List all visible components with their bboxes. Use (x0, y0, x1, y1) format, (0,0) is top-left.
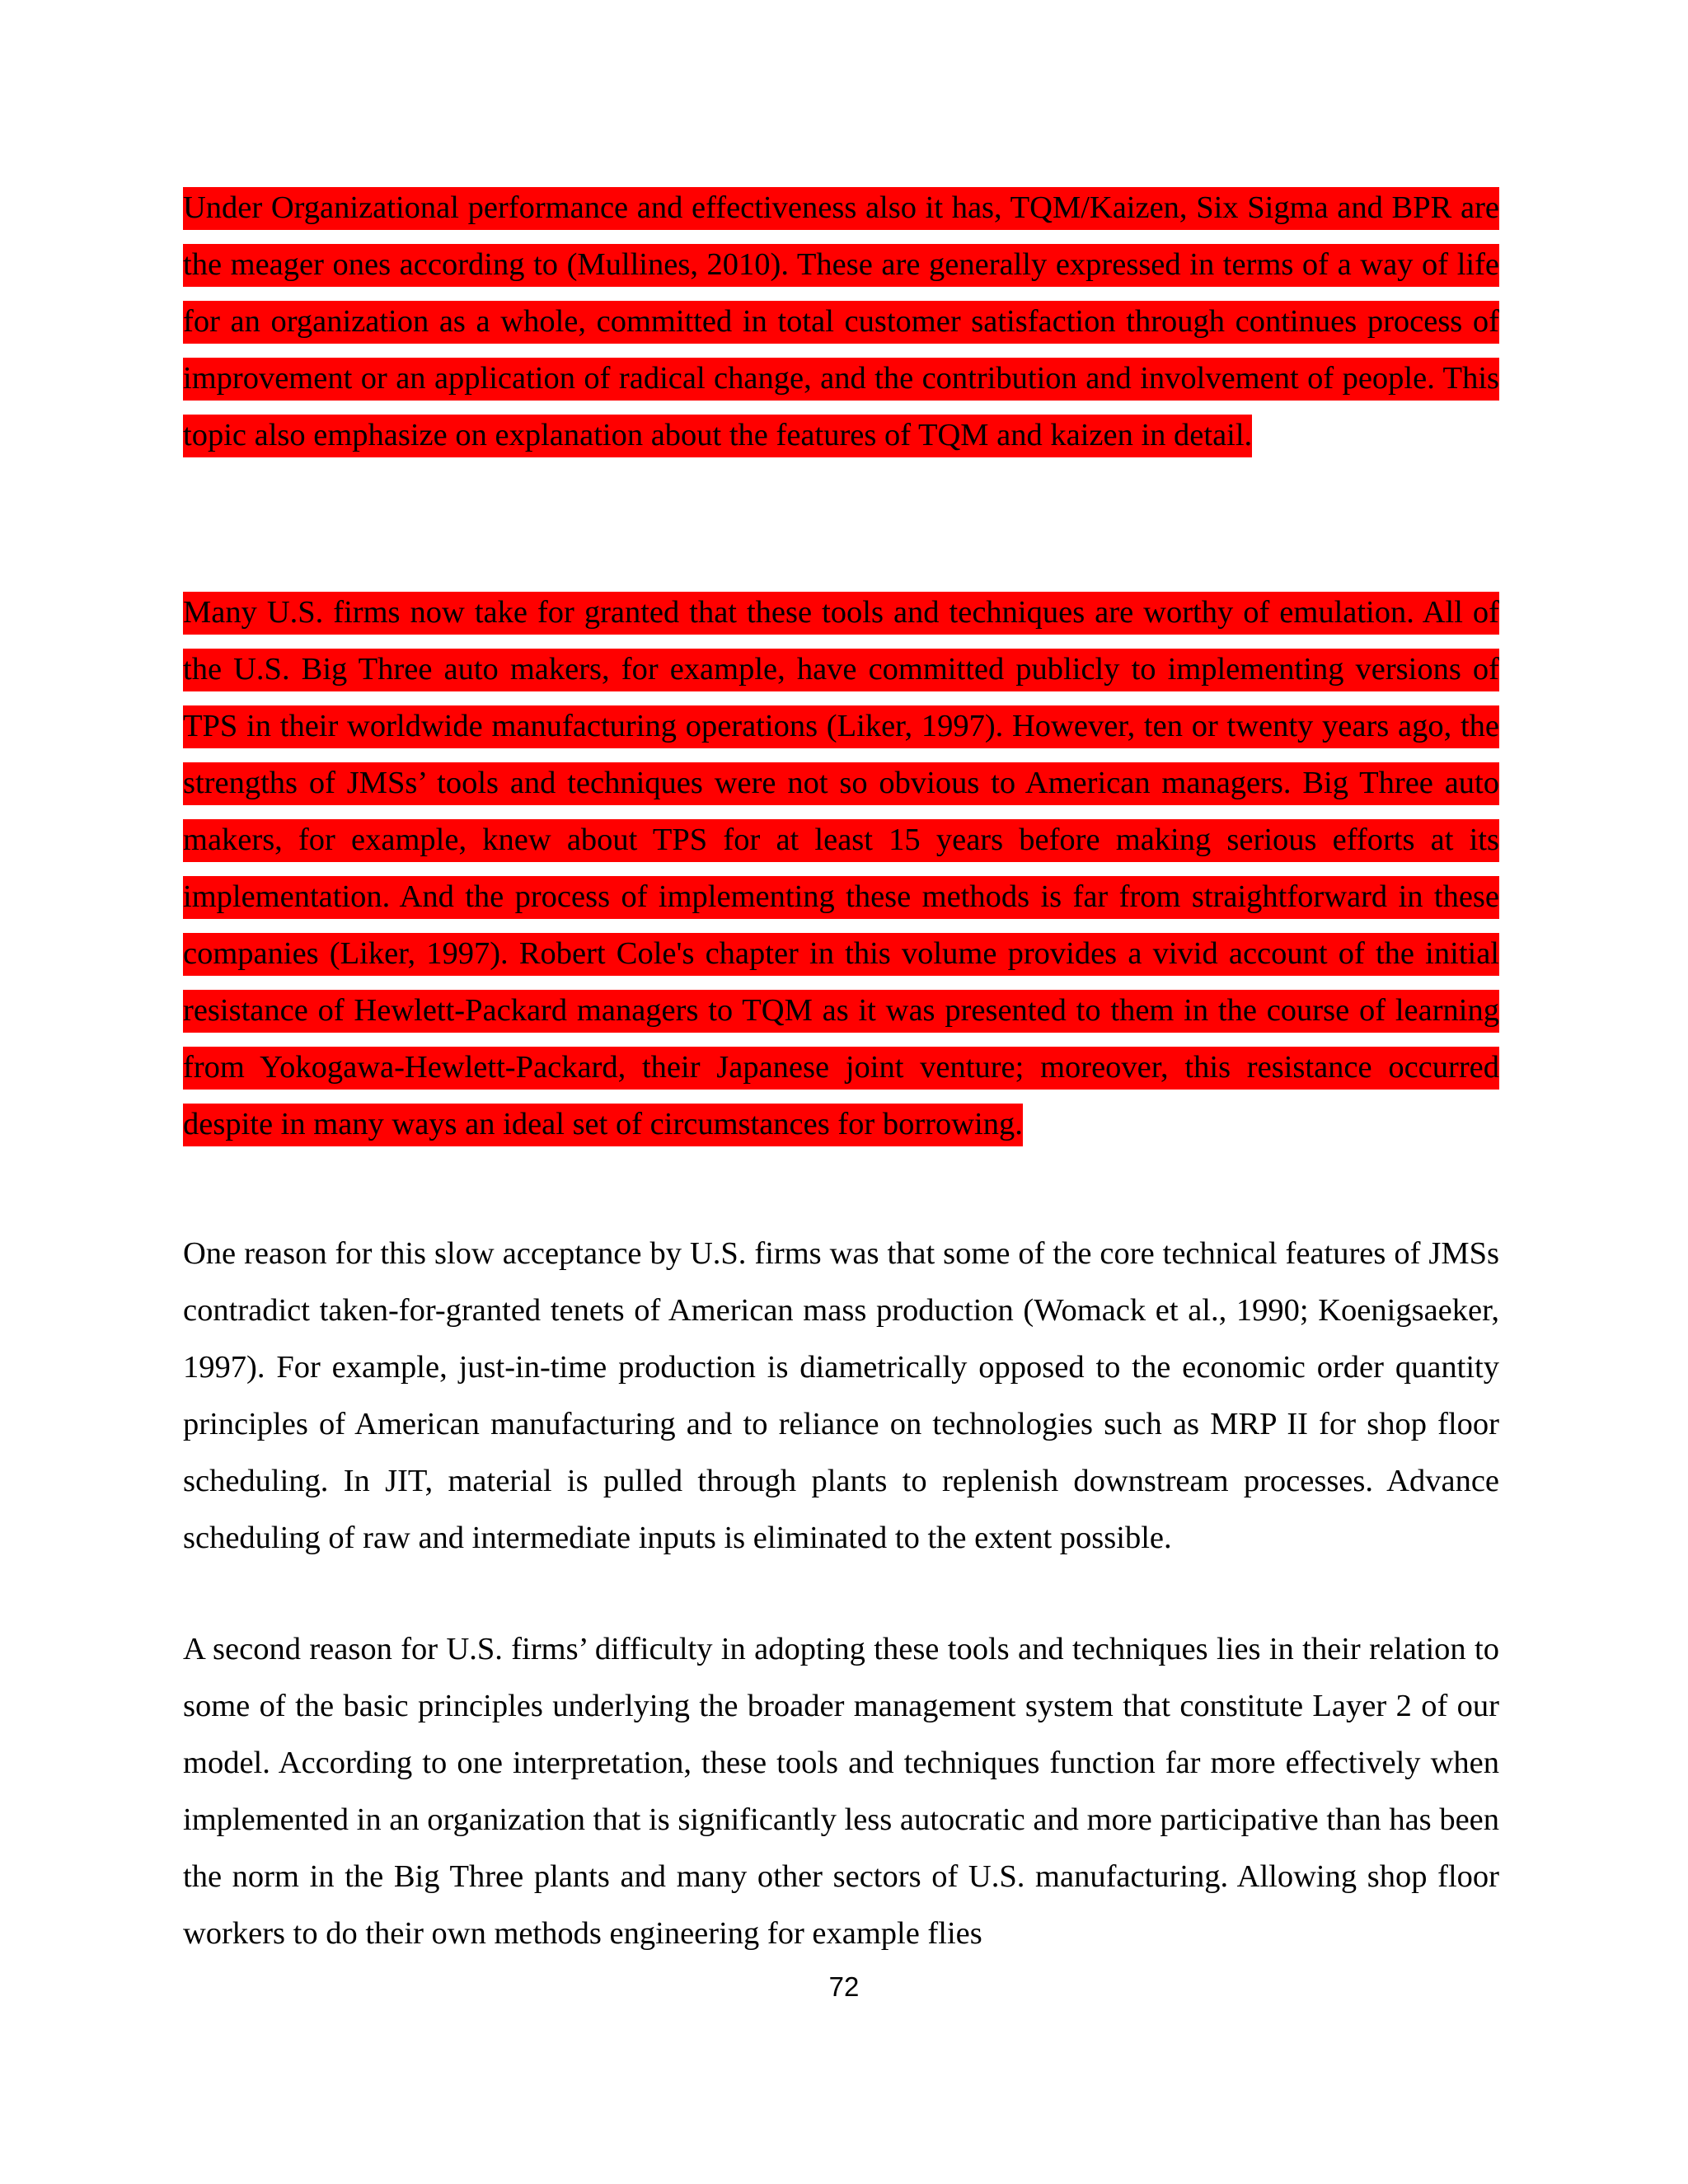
page-number: 72 (828, 1971, 860, 2002)
paragraph-highlighted-1 (183, 180, 1499, 464)
paragraph-highlighted-2 (183, 584, 1499, 1153)
paragraph-4: A second reason for U.S. firms’ difficulty in adopting these tools and techniques lies in their relation to some of the basic principles underlying the broader management system that constitute Layer 2 of our model. According to one interpretation, these tools and techniques function far more effectively when implemented in an organization that is significantly less autocratic and more participative than has been the norm in the Big Three plants and many other sectors of U.S. manufacturing. Allowing shop floor workers to do their own methods engineering for example flies (183, 1632, 1499, 1951)
highlighted-text: Under Organizational performance and effectiveness also it has, TQM/Kaizen, Six Sigma and BPR are the meager ones according to (Mullines, 2010). These are generally expressed in terms of a way of life for an organization as a whole, committed in total customer satisfaction through continues process of improvement or an application of radical change, and the contribution and involvement of people. This topic also emphasize on explanation about the features of TQM and kaizen in detail. (183, 187, 1499, 457)
highlighted-text: Many U.S. firms now take for granted that these tools and techniques are worthy of emulation. All of the U.S. Big Three auto makers, for example, have committed publicly to implementing versions of TPS in their worldwide manufacturing operations (Liker, 1997). However, ten or twenty years ago, the strengths of JMSs’ tools and techniques were not so obvious to American managers. Big Three auto makers, for example, knew about TPS for at least 15 years before making serious efforts at its implementation. And the process of implementing these methods is far from straightforward in these companies (Liker, 1997). Robert Cole's chapter in this volume provides a vivid account of the initial resistance of Hewlett-Packard managers to TQM as it was presented to them in the course of learning from Yokogawa-Hewlett-Packard, their Japanese joint venture; moreover, this resistance occurred despite in many ways an ideal set of circumstances for borrowing. (183, 592, 1499, 1146)
paragraph-3: One reason for this slow acceptance by U.S. firms was that some of the core technical features of JMSs contradict taken-for-granted tenets of American mass production (Womack et al., 1990; Koenigsaeker, 1997). For example, just-in-time production is diametrically opposed to the economic order quantity principles of American manufacturing and to reliance on technologies such as MRP II for shop floor scheduling. In JIT, material is pulled through plants to replenish downstream processes. Advance scheduling of raw and intermediate inputs is eliminated to the extent possible. (183, 1236, 1499, 1555)
